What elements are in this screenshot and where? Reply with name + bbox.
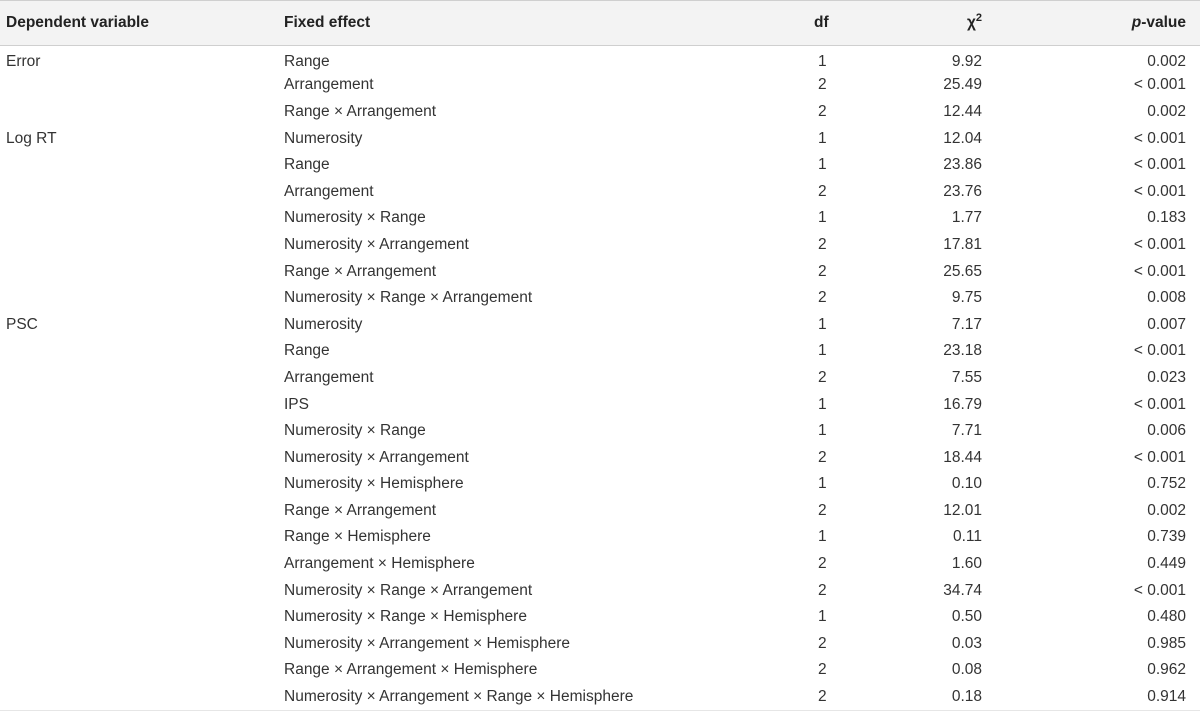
cell-p-value: < 0.001 [1133,395,1186,413]
cell-fixed-effect: Range [284,53,330,71]
cell-fixed-effect: Numerosity × Range × Arrangement [284,581,533,599]
table-body [0,46,1200,711]
cell-dependent-variable [0,338,276,365]
table-row [0,125,1200,152]
cell-df: 1 [818,209,827,227]
cell-dependent-variable [0,684,276,711]
cell-chi-square: 23.76 [943,182,982,200]
cell-fixed-effect: Numerosity × Range × Arrangement [284,289,533,307]
cell-p-value: 0.739 [1147,528,1186,546]
cell-df: 2 [818,687,827,705]
cell-p-value: 0.007 [1147,315,1186,333]
table-row [0,152,1200,179]
header-p-rest: -value [1141,14,1186,31]
cell-dependent-variable [0,365,276,392]
cell-dependent-variable [0,418,276,445]
table-row [0,338,1200,365]
cell-fixed-effect: Arrangement [284,368,374,386]
table-row [0,365,1200,392]
table-row [0,285,1200,312]
cell-p-value: < 0.001 [1133,342,1186,360]
cell-dependent-variable [0,444,276,471]
table-row [0,46,1200,73]
table-row [0,258,1200,285]
cell-df: 1 [818,395,827,413]
cell-p-value: 0.002 [1147,501,1186,519]
cell-dependent-variable [0,99,276,126]
cell-df: 1 [818,53,827,71]
cell-fixed-effect: Arrangement × Hemisphere [284,555,475,573]
cell-p-value: 0.449 [1147,555,1186,573]
cell-p-value: 0.480 [1147,608,1186,626]
cell-df: 1 [818,475,827,493]
cell-chi-square: 17.81 [943,235,982,253]
cell-p-value: < 0.001 [1133,235,1186,253]
cell-dependent-variable [0,178,276,205]
table-header [0,1,1200,46]
cell-dependent-variable [0,524,276,551]
cell-chi-square: 25.65 [943,262,982,280]
cell-dependent-variable [0,631,276,658]
cell-fixed-effect: Range × Arrangement × Hemisphere [284,661,538,679]
cell-chi-square: 7.71 [951,422,982,440]
cell-fixed-effect: Arrangement [284,182,374,200]
cell-dependent-variable: PSC [6,315,38,333]
table-row [0,311,1200,338]
cell-fixed-effect: Numerosity × Range × Hemisphere [284,608,527,626]
cell-chi-square: 34.74 [943,581,982,599]
cell-df: 2 [818,235,827,253]
cell-df: 1 [818,528,827,546]
cell-fixed-effect: IPS [284,395,309,413]
cell-df: 2 [818,182,827,200]
cell-dependent-variable: Error [6,53,41,71]
cell-dependent-variable [0,551,276,578]
cell-p-value: 0.752 [1147,475,1186,493]
table-row [0,99,1200,126]
cell-dependent-variable [0,72,276,99]
cell-fixed-effect: Range × Arrangement [284,102,437,120]
cell-df: 2 [818,581,827,599]
cell-df: 2 [818,555,827,573]
cell-dependent-variable [0,258,276,285]
cell-dependent-variable [0,391,276,418]
table-row [0,657,1200,684]
cell-fixed-effect: Numerosity × Arrangement × Hemisphere [284,634,571,652]
cell-chi-square: 0.08 [951,661,982,679]
cell-fixed-effect: Numerosity [284,315,363,333]
cell-chi-square: 0.03 [951,634,982,652]
header-p-italic: p [1131,14,1142,31]
cell-fixed-effect: Range × Arrangement [284,262,437,280]
cell-dependent-variable [0,152,276,179]
cell-p-value: < 0.001 [1133,182,1186,200]
cell-chi-square: 16.79 [943,395,982,413]
cell-df: 2 [818,634,827,652]
cell-p-value: 0.183 [1147,209,1186,227]
cell-dependent-variable: Log RT [6,129,57,147]
table-row [0,604,1200,631]
cell-chi-square: 12.04 [943,129,982,147]
cell-df: 1 [818,422,827,440]
cell-fixed-effect: Numerosity × Arrangement [284,235,469,253]
header-fixed-effect: Fixed effect [284,14,371,31]
cell-fixed-effect: Range [284,342,330,360]
cell-df: 2 [818,661,827,679]
cell-df: 2 [818,262,827,280]
cell-chi-square: 12.44 [943,102,982,120]
cell-dependent-variable [0,577,276,604]
header-chi-square [852,1,1016,46]
table-row [0,178,1200,205]
table-row [0,684,1200,711]
cell-chi-square: 9.92 [951,53,982,71]
cell-chi-square: 0.10 [951,475,982,493]
header-df: df [814,14,829,31]
cell-chi-square: 25.49 [943,76,982,94]
cell-chi-square: 0.11 [952,528,982,546]
cell-df: 2 [818,102,827,120]
cell-df: 2 [818,448,827,466]
cell-chi-square: 0.50 [951,608,982,626]
cell-dependent-variable [0,498,276,525]
cell-p-value: 0.006 [1147,422,1186,440]
table-row [0,72,1200,99]
cell-p-value: < 0.001 [1133,581,1186,599]
cell-chi-square: 7.55 [951,368,982,386]
cell-fixed-effect: Range [284,156,330,174]
cell-fixed-effect: Numerosity × Arrangement × Range × Hemisphere [284,687,634,705]
cell-dependent-variable [0,285,276,312]
cell-fixed-effect: Numerosity × Arrangement [284,448,469,466]
cell-chi-square: 1.60 [951,555,982,573]
table-row [0,551,1200,578]
cell-chi-square: 23.18 [943,342,982,360]
cell-df: 1 [818,156,827,174]
cell-p-value: < 0.001 [1133,129,1186,147]
cell-df: 2 [818,76,827,94]
header-chi-symbol: χ [966,14,976,31]
table-row [0,232,1200,259]
cell-dependent-variable [0,657,276,684]
cell-fixed-effect: Arrangement [284,76,374,94]
cell-fixed-effect: Range × Arrangement [284,501,437,519]
cell-p-value: 0.914 [1147,687,1186,705]
table-row [0,444,1200,471]
cell-df: 2 [818,368,827,386]
cell-fixed-effect: Numerosity × Range [284,422,426,440]
table-row [0,205,1200,232]
cell-dependent-variable [0,604,276,631]
cell-chi-square: 9.75 [951,289,982,307]
cell-p-value: 0.962 [1147,661,1186,679]
table-row [0,498,1200,525]
cell-df: 1 [818,129,827,147]
cell-df: 1 [818,315,827,333]
cell-fixed-effect: Range × Hemisphere [284,528,431,546]
cell-p-value: 0.002 [1147,53,1186,71]
header-chi-superscript: 2 [975,12,982,24]
cell-p-value: 0.008 [1147,289,1186,307]
cell-p-value: < 0.001 [1133,262,1186,280]
cell-fixed-effect: Numerosity × Hemisphere [284,475,464,493]
cell-chi-square: 0.18 [951,687,982,705]
cell-fixed-effect: Numerosity [284,129,363,147]
table-row [0,524,1200,551]
cell-chi-square: 1.77 [951,209,982,227]
cell-chi-square: 12.01 [943,501,982,519]
header-p-value [1016,1,1200,46]
cell-p-value: < 0.001 [1133,156,1186,174]
cell-p-value: < 0.001 [1133,448,1186,466]
table-row [0,418,1200,445]
cell-chi-square: 23.86 [943,156,982,174]
cell-df: 1 [818,342,827,360]
cell-dependent-variable [0,205,276,232]
cell-df: 1 [818,608,827,626]
header-row [0,1,1200,46]
cell-dependent-variable [0,232,276,259]
cell-p-value: 0.985 [1147,634,1186,652]
cell-chi-square: 18.44 [943,448,982,466]
cell-p-value: 0.002 [1147,102,1186,120]
cell-chi-square: 7.17 [951,315,982,333]
table-row [0,471,1200,498]
table-row [0,391,1200,418]
cell-fixed-effect: Numerosity × Range [284,209,426,227]
cell-df: 2 [818,501,827,519]
header-dependent-variable: Dependent variable [6,14,149,31]
cell-p-value: 0.023 [1147,368,1186,386]
table-row [0,577,1200,604]
cell-dependent-variable [0,471,276,498]
cell-p-value: < 0.001 [1133,76,1186,94]
cell-df: 2 [818,289,827,307]
table-row [0,631,1200,658]
